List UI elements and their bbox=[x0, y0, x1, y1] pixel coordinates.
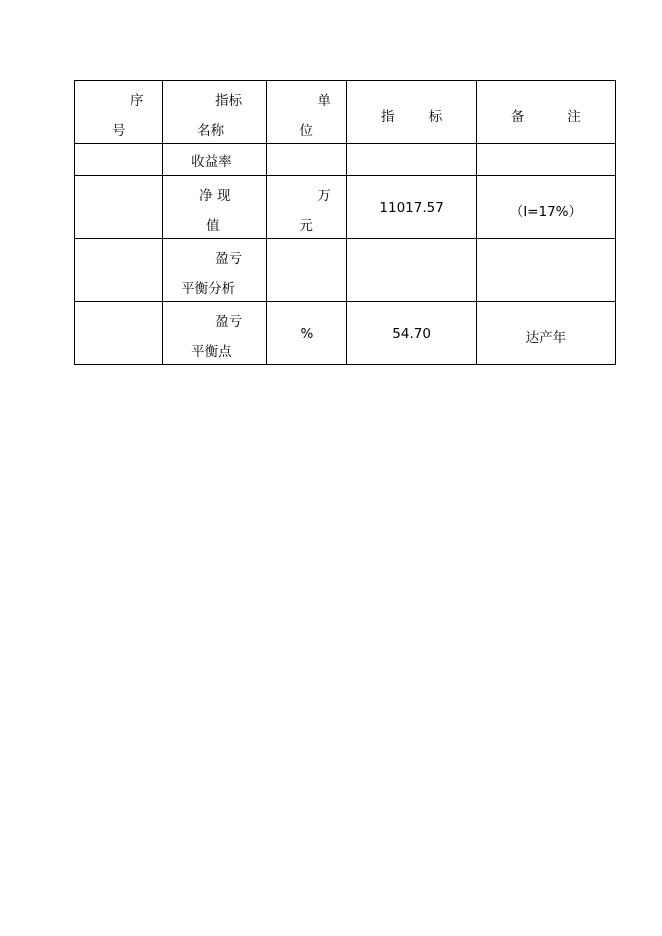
table-row bbox=[75, 239, 616, 302]
name-cell bbox=[163, 144, 267, 176]
header-unit-cell bbox=[267, 81, 347, 144]
value-cell bbox=[347, 302, 476, 365]
row-value: 54.70 bbox=[392, 326, 431, 342]
row-unit-line1: 万 bbox=[317, 188, 331, 204]
note-cell bbox=[476, 239, 615, 302]
header-seq-line2: 号 bbox=[112, 123, 126, 139]
unit-cell bbox=[267, 176, 347, 239]
note-cell bbox=[476, 302, 615, 365]
row-note: （I=17%） bbox=[509, 204, 583, 220]
header-seq-cell bbox=[75, 81, 163, 144]
row-note: 达产年 bbox=[525, 330, 567, 346]
row-unit-line2: 元 bbox=[299, 218, 313, 234]
header-name-cell bbox=[163, 81, 267, 144]
header-note-cell bbox=[476, 81, 615, 144]
unit-cell bbox=[267, 144, 347, 176]
header-seq-line1: 序 bbox=[130, 93, 144, 109]
note-cell bbox=[476, 144, 615, 176]
row-name-line1: 净 现 bbox=[199, 188, 231, 204]
header-name-line2: 名称 bbox=[197, 123, 225, 139]
row-name-line1: 盈亏 bbox=[215, 251, 243, 267]
name-cell bbox=[163, 302, 267, 365]
table-row bbox=[75, 302, 616, 365]
seq-cell bbox=[75, 302, 163, 365]
value-cell bbox=[347, 144, 476, 176]
header-value-cell bbox=[347, 81, 476, 144]
header-name-line1: 指标 bbox=[215, 93, 243, 109]
row-name-line2: 平衡分析 bbox=[181, 281, 236, 297]
seq-cell bbox=[75, 176, 163, 239]
note-cell bbox=[476, 176, 615, 239]
name-cell bbox=[163, 176, 267, 239]
row-name-line2: 平衡点 bbox=[191, 344, 232, 360]
value-cell bbox=[347, 239, 476, 302]
table-row bbox=[75, 176, 616, 239]
table-header-row bbox=[75, 81, 616, 144]
header-unit-line1: 单 bbox=[317, 93, 331, 109]
seq-cell bbox=[75, 239, 163, 302]
value-cell bbox=[347, 176, 476, 239]
row-unit: % bbox=[300, 326, 314, 342]
row-name-line2: 值 bbox=[206, 218, 220, 234]
unit-cell bbox=[267, 239, 347, 302]
unit-cell bbox=[267, 302, 347, 365]
row-name-line1: 盈亏 bbox=[215, 314, 243, 330]
indicator-table bbox=[74, 80, 616, 365]
seq-cell bbox=[75, 144, 163, 176]
row-name-line1: 收益率 bbox=[191, 154, 232, 170]
header-note-label: 备 注 bbox=[510, 109, 581, 125]
table-row bbox=[75, 144, 616, 176]
row-value: 11017.57 bbox=[379, 200, 444, 216]
header-unit-line2: 位 bbox=[299, 123, 313, 139]
header-value-label: 指 标 bbox=[380, 109, 443, 125]
name-cell bbox=[163, 239, 267, 302]
